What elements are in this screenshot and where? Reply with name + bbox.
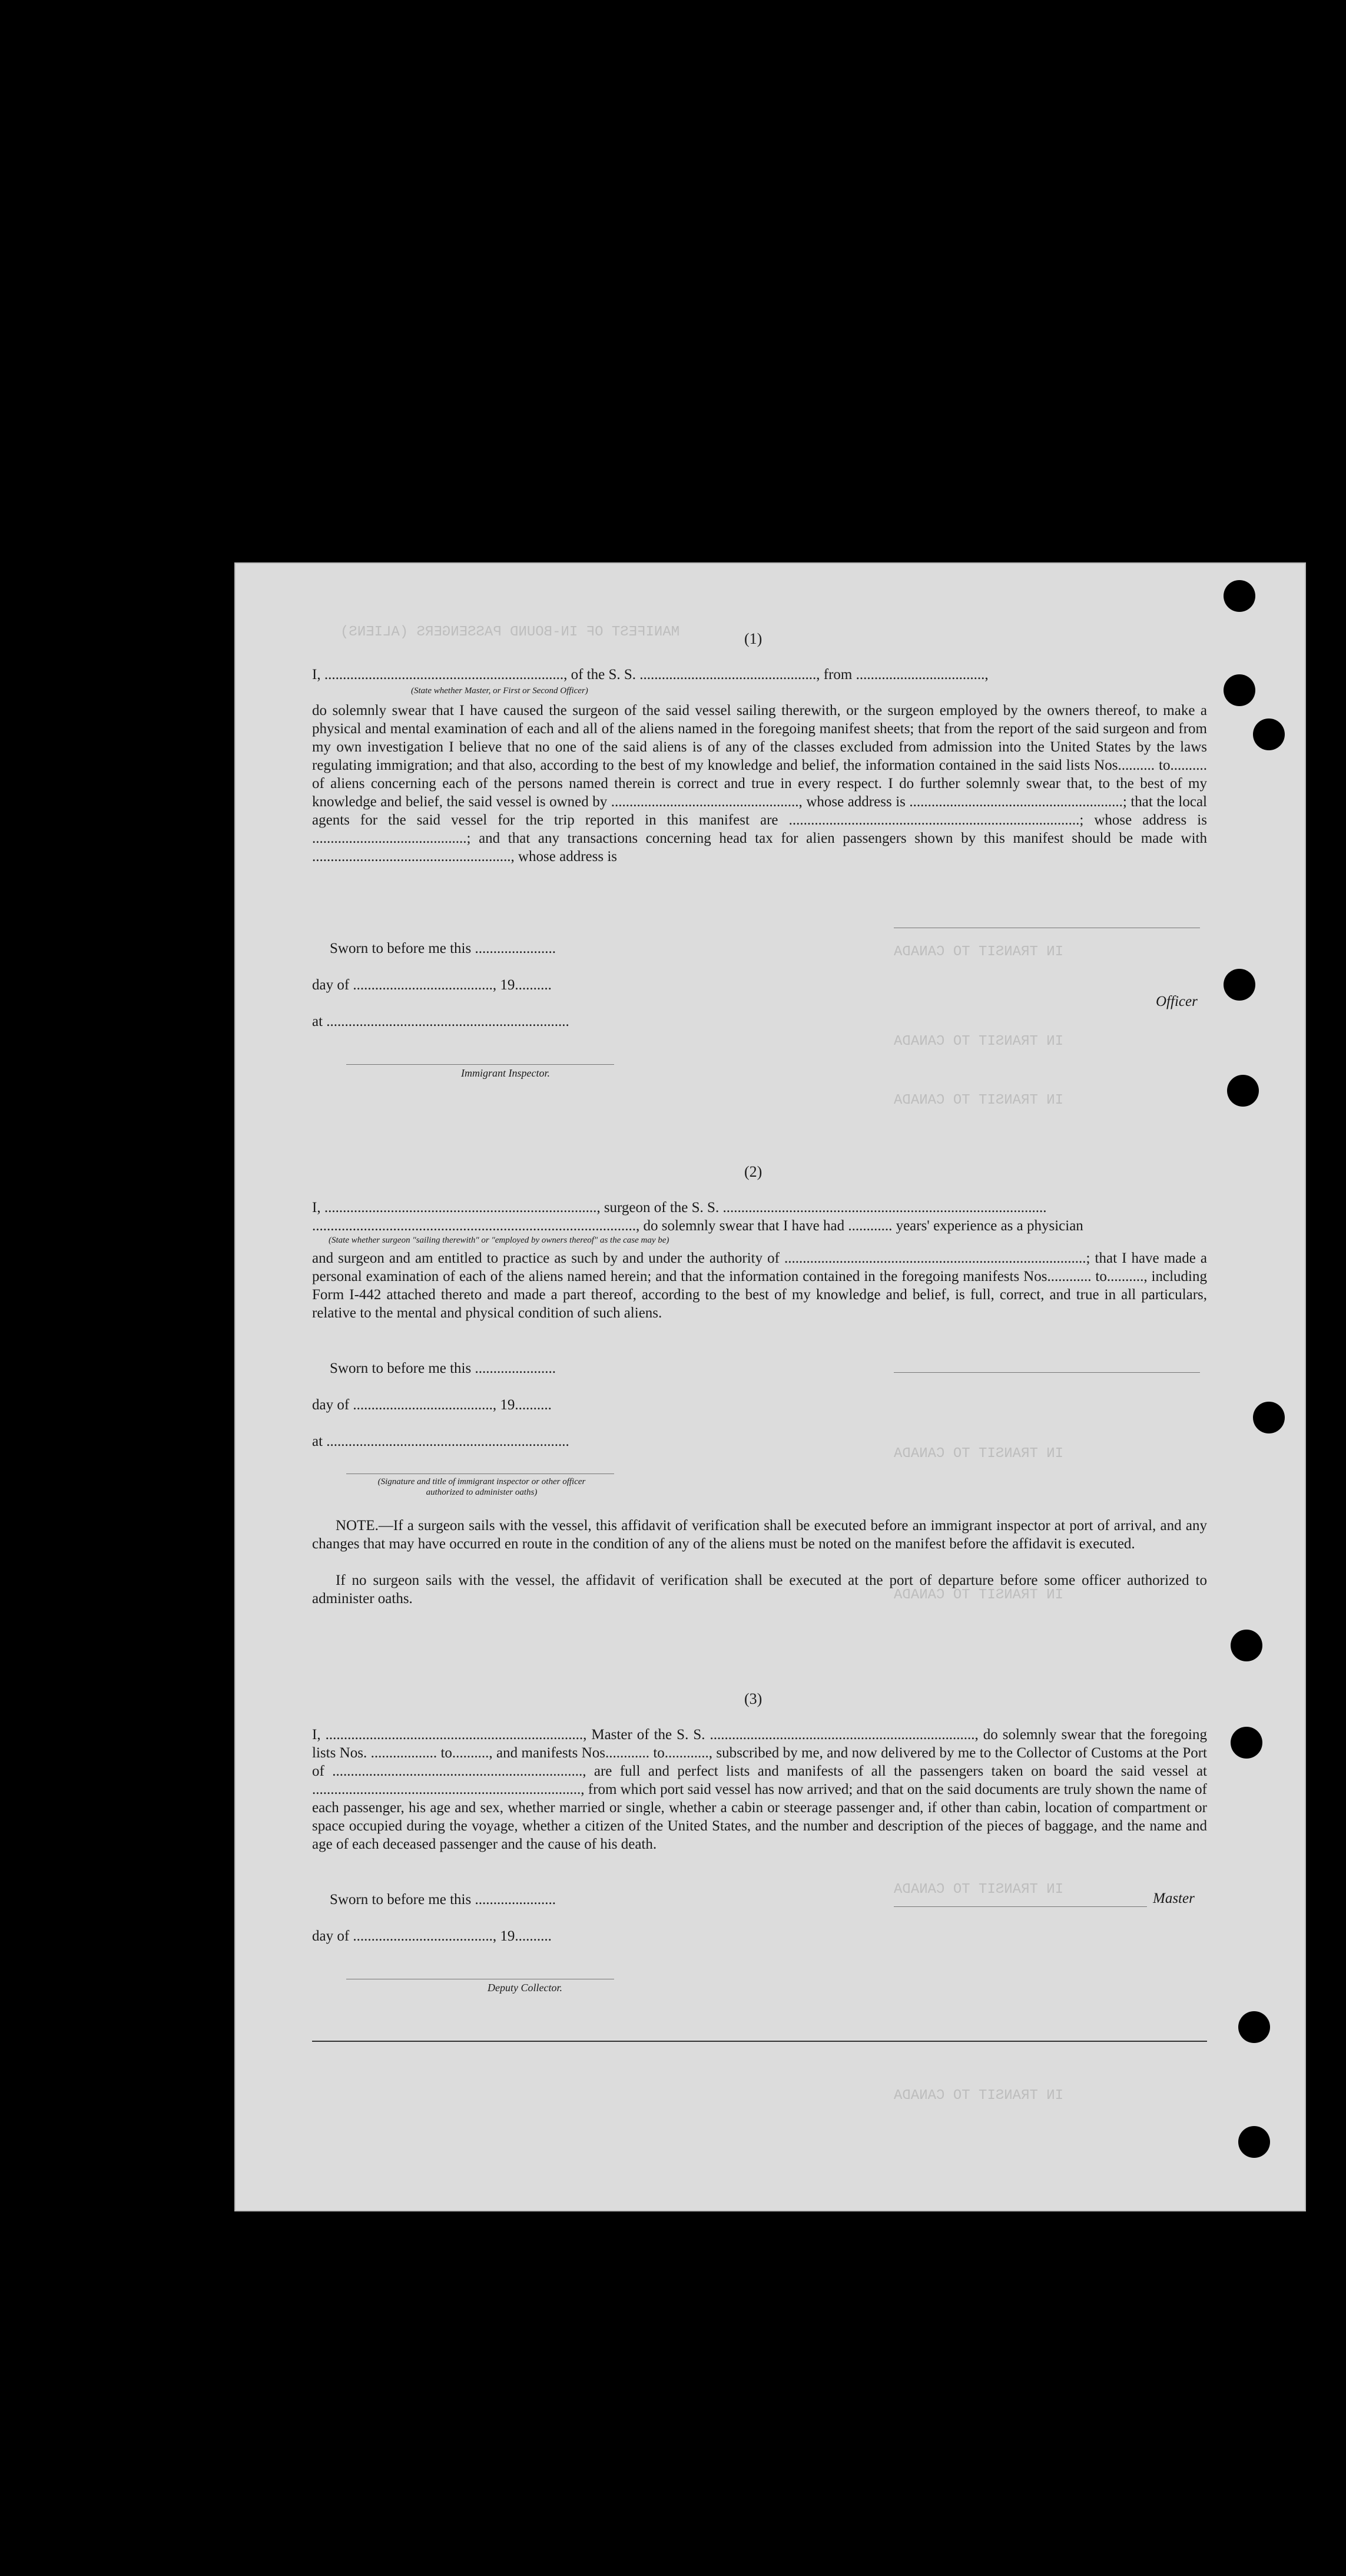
bleed-through-row: IN TRANSIT TO CANADA xyxy=(894,1587,1064,1603)
day-line: day of ......................................, 19.......... xyxy=(312,1397,552,1413)
bleed-through-row: IN TRANSIT TO CANADA xyxy=(894,1034,1064,1049)
section-2-body: and surgeon and am entitled to practice as such by and under the authority of ..................................................................................; that I have made a personal examination of each of the aliens named herein; and that the information contained in the foregoing manifests Nos............ to.........., including Form I-442 attached thereto and made a part thereof, according to the best of my knowledge and belief, is full, correct, and true in all particulars, relative to the mental and physical condition of such aliens. xyxy=(312,1250,1207,1321)
section-2-sworn-block xyxy=(312,1359,618,1469)
day-line: day of ......................................, 19.......... xyxy=(312,977,552,993)
section-2-note-1: NOTE.—If a surgeon sails with the vessel, this affidavit of verification shall be executed before an immigrant inspector at port of arrival, and any changes that may have occurred en route in the condition of any of the aliens must be noted on the manifest before the affidavit is executed. xyxy=(312,1518,1207,1552)
sworn-line: Sworn to before me this ...................... xyxy=(330,1360,556,1376)
bleed-through-row: IN TRANSIT TO CANADA xyxy=(894,2088,1064,2104)
section-1-sworn-block xyxy=(312,939,618,1049)
officer-caption: Officer xyxy=(1156,994,1198,1009)
sworn-line: Sworn to before me this ...................... xyxy=(330,1892,556,1908)
bleed-through-row: IN TRANSIT TO CANADA xyxy=(894,1092,1064,1108)
section-3-sworn-block xyxy=(312,1890,618,1964)
section-2-intro: I, .........................................................................., surgeon of the S. S. ........................................................................................ xyxy=(312,1200,1047,1216)
section-3-body: I, ......................................................................, Master of the S. S. ........................................................................, do solemnly swear that the foregoing lists Nos. .................. to.........., and manifests Nos............ to............, subscribed by me, and now delivered by me to the Collector of Customs at the Port of ...................................................................., are full and perfect lists and manifests of all the passengers taken on board the said vessel at ........................................................................., from which port said vessel has now arrived; and that on the said documents are truly shown the name of each passenger, his age and sex, whether married or single, whether a cabin or steerage passenger and, if other than cabin, location of compartment or space occupied during the voyage, whether a citizen of the United States, and the number and description of the pieces of baggage, and the name and age of each deceased passenger and the cause of his death. xyxy=(312,1727,1207,1852)
bleed-through-row: IN TRANSIT TO CANADA xyxy=(894,1446,1064,1462)
punch-hole xyxy=(1224,580,1255,612)
bottom-rule xyxy=(312,2041,1207,2042)
section-2-note-2: If no surgeon sails with the vessel, the affidavit of verification shall be executed at the port of departure before some officer authorized to administer oaths. xyxy=(312,1572,1207,1607)
section-2-signature-caption: (Signature and title of immigrant inspector or other officer authorized to administer oaths) xyxy=(377,1477,586,1497)
signature-line-surgeon xyxy=(894,1372,1200,1373)
at-line: at .................................................................. xyxy=(312,1433,569,1449)
section-2-subcaption: (State whether surgeon "sailing therewith" or "employed by owners thereof" as the case may be) xyxy=(329,1236,669,1245)
bleed-through-row: IN TRANSIT TO CANADA xyxy=(894,944,1064,960)
punch-hole xyxy=(1224,674,1255,706)
punch-hole xyxy=(1253,719,1285,750)
at-line: at .................................................................. xyxy=(312,1014,569,1029)
signature-line-inspector xyxy=(346,1064,614,1065)
section-2-number: (2) xyxy=(744,1163,762,1180)
section-1-subcaption: (State whether Master, or First or Second Officer) xyxy=(411,686,588,696)
master-caption: Master xyxy=(1153,1890,1195,1906)
punch-hole xyxy=(1227,1075,1259,1107)
bleed-through-row: IN TRANSIT TO CANADA xyxy=(894,1882,1064,1898)
section-1-body: do solemnly swear that I have caused the surgeon of the said vessel sailing therewith, or the surgeon employed by the owners thereof, to make a physical and mental examination of each and all of the aliens named in the foregoing manifest sheets; that from the report of the said surgeon and from my own investigation I believe that no one of the said aliens is of any of the classes excluded from admission into the United States by the laws regulating immigration; and that also, according to the best of my knowledge and belief, the information contained in the said lists Nos.......... to.......... of aliens concerning each of the persons named therein is correct and true in every respect. I do further solemnly swear that, to the best of my knowledge and belief, the said vessel is owned by ..................................................., whose address is ..........................................................; that the local agents for the said vessel for the trip reported in this manifest are ...............................................................................; whose address is ..........................................; and that any transactions concerning head tax for alien passengers shown by this manifest should be made with ......................................................, whose address is xyxy=(312,703,1207,865)
punch-hole xyxy=(1231,1727,1262,1759)
punch-hole xyxy=(1238,2011,1270,2043)
section-1-intro: I, ................................................................., of the S. S. ................................................, from ..................................., xyxy=(312,667,989,683)
deputy-collector-caption: Deputy Collector. xyxy=(488,1982,562,1994)
day-line: day of ......................................, 19.......... xyxy=(312,1928,552,1944)
signature-line-master xyxy=(894,1906,1147,1907)
section-3-number: (3) xyxy=(744,1690,762,1707)
bleed-through-header: MANIFEST OF IN-BOUND PASSENGERS (ALIENS) xyxy=(340,624,680,640)
section-1-number: (1) xyxy=(744,630,762,647)
immigrant-inspector-caption: Immigrant Inspector. xyxy=(461,1067,550,1079)
punch-hole xyxy=(1224,969,1255,1001)
punch-hole xyxy=(1231,1630,1262,1661)
punch-hole xyxy=(1238,2126,1270,2158)
section-2-line2: ........................................................................................, do solemnly swear that I have had ............ years' experience as a physician xyxy=(312,1218,1083,1234)
document-page xyxy=(234,562,1306,2211)
sworn-line: Sworn to before me this ...................... xyxy=(330,941,556,956)
punch-hole xyxy=(1253,1402,1285,1433)
